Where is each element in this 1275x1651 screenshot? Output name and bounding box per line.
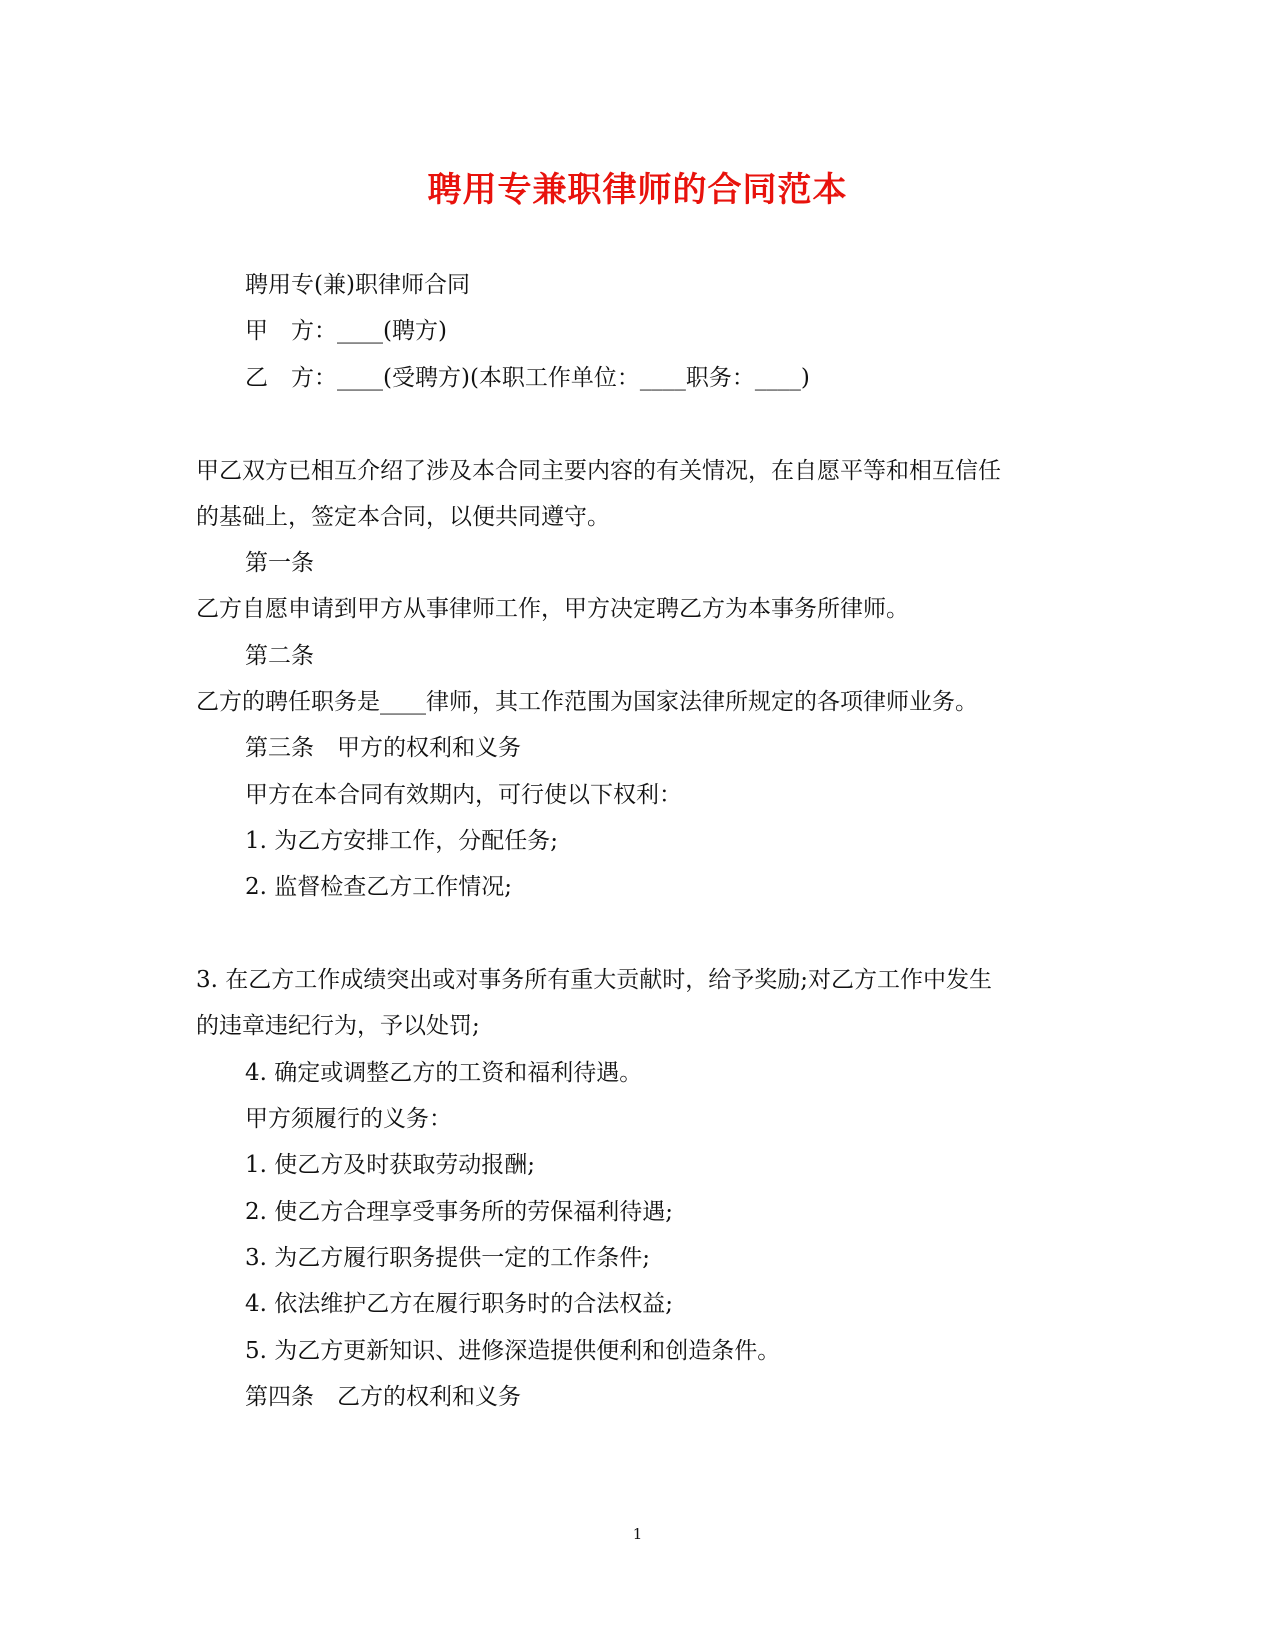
party-a-obligations-intro: 甲方须履行的义务： — [245, 1106, 452, 1132]
party-a-obligation-4: 4. 依法维护乙方在履行职务时的合法权益; — [245, 1291, 674, 1317]
contract-heading: 聘用专(兼)职律师合同 — [245, 272, 470, 298]
article-1-text: 乙方自愿申请到甲方从事律师工作，甲方决定聘乙方为本事务所律师。 — [196, 596, 909, 622]
party-a-right-2: 2. 监督检查乙方工作情况; — [245, 874, 513, 900]
preamble-line-2: 的基础上，签定本合同，以便共同遵守。 — [196, 504, 610, 530]
party-a-obligation-3: 3. 为乙方履行职务提供一定的工作条件; — [245, 1245, 651, 1271]
party-a-right-4: 4. 确定或调整乙方的工资和福利待遇。 — [245, 1060, 643, 1086]
preamble-line-1: 甲乙双方已相互介绍了涉及本合同主要内容的有关情况，在自愿平等和相互信任 — [196, 458, 1001, 484]
article-2-heading: 第二条 — [245, 643, 314, 669]
document-title: 聘用专兼职律师的合同范本 — [427, 170, 848, 210]
page-number: 1 — [632, 1525, 643, 1543]
party-a-right-3-line-2: 的违章违纪行为，予以处罚; — [196, 1013, 480, 1039]
party-b-line: 乙 方：____(受聘方)(本职工作单位：____职务：____) — [245, 365, 810, 391]
party-a-right-3-line-1: 3. 在乙方工作成绩突出或对事务所有重大贡献时，给予奖励;对乙方工作中发生 — [196, 967, 993, 993]
article-3-heading: 第三条 甲方的权利和义务 — [245, 735, 521, 761]
party-a-obligation-1: 1. 使乙方及时获取劳动报酬; — [245, 1152, 536, 1178]
party-a-obligation-5: 5. 为乙方更新知识、进修深造提供便利和创造条件。 — [245, 1338, 781, 1364]
article-2-text: 乙方的聘任职务是____律师，其工作范围为国家法律所规定的各项律师业务。 — [196, 689, 978, 715]
party-a-obligation-2: 2. 使乙方合理享受事务所的劳保福利待遇; — [245, 1199, 674, 1225]
party-a-rights-intro: 甲方在本合同有效期内，可行使以下权利： — [245, 782, 682, 808]
party-a-right-1: 1. 为乙方安排工作，分配任务; — [245, 828, 559, 854]
article-4-heading: 第四条 乙方的权利和义务 — [245, 1384, 521, 1410]
party-a-line: 甲 方：____(聘方) — [245, 318, 447, 344]
article-1-heading: 第一条 — [245, 550, 314, 576]
